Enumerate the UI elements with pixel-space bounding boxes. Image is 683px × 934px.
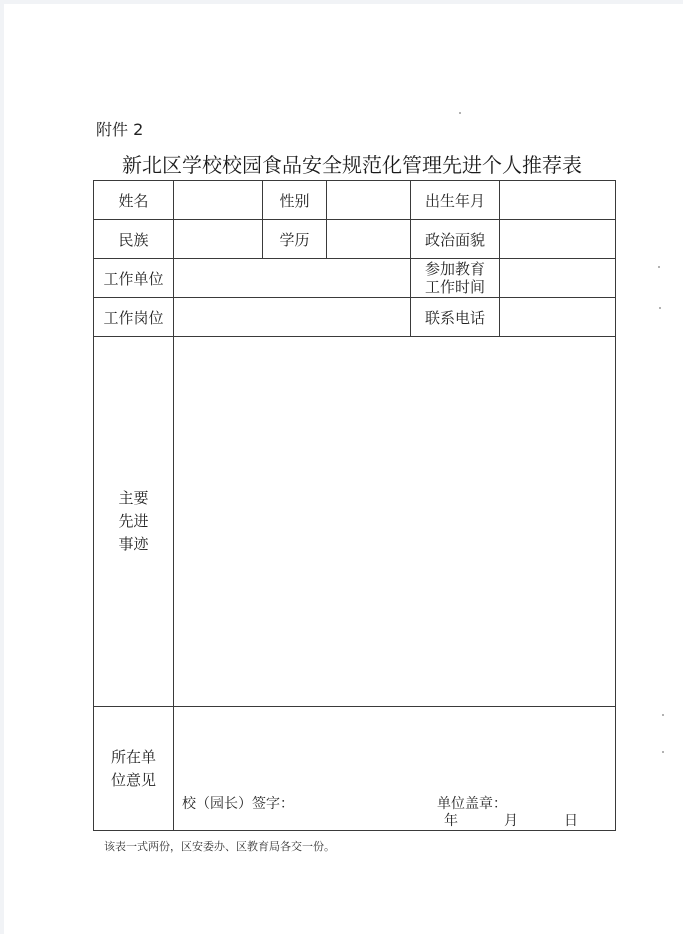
attachment-label: 附件 2 (96, 120, 144, 139)
recommendation-form-table (93, 180, 616, 831)
deeds-field[interactable] (174, 337, 616, 707)
date-line (444, 810, 578, 830)
deeds-line-3: 事迹 (118, 535, 149, 553)
month-label: 月 (504, 813, 518, 829)
work-unit-field[interactable] (174, 259, 411, 298)
unit-seal-label: 单位盖章： (437, 796, 507, 812)
scan-speck (459, 112, 461, 114)
deeds-line-2: 先进 (118, 512, 149, 530)
edu-work-time-field[interactable] (500, 259, 616, 298)
birth-label: 出生年月 (411, 181, 500, 220)
ethnicity-label: 民族 (94, 220, 174, 259)
ethnicity-field[interactable] (174, 220, 263, 259)
form-title: 新北区学校校园食品安全规范化管理先进个人推荐表 (122, 153, 582, 177)
table-row (94, 181, 616, 220)
position-label: 工作岗位 (94, 298, 174, 337)
principal-sign-label: 校（园长）签字： (182, 796, 294, 812)
table-row (94, 707, 616, 831)
scan-speck (662, 751, 664, 753)
edu-work-time-line-2: 工作时间 (424, 278, 485, 296)
table-row (94, 259, 616, 298)
footnote: 该表一式两份，区安委办、区教育局各交一份。 (104, 840, 335, 853)
opinion-line-1: 所在单 (110, 747, 156, 766)
gender-label: 性别 (263, 181, 327, 220)
phone-field[interactable] (500, 298, 616, 337)
scan-speck (662, 714, 664, 716)
table-row (94, 337, 616, 707)
scan-speck (658, 266, 660, 268)
work-unit-label: 工作单位 (94, 259, 174, 298)
phone-label: 联系电话 (411, 298, 500, 337)
political-label: 政治面貌 (411, 220, 500, 259)
education-label: 学历 (263, 220, 327, 259)
edu-work-time-line-1: 参加教育 (424, 260, 485, 278)
education-field[interactable] (327, 220, 411, 259)
table-row (94, 220, 616, 259)
deeds-line-1: 主要 (118, 489, 149, 507)
opinion-line-2: 位意见 (110, 770, 156, 789)
political-field[interactable] (500, 220, 616, 259)
table-row (94, 298, 616, 337)
name-label: 姓名 (94, 181, 174, 220)
birth-field[interactable] (500, 181, 616, 220)
opinion-label (94, 707, 174, 831)
year-label: 年 (444, 813, 458, 829)
scan-speck (659, 307, 661, 309)
deeds-label (94, 337, 174, 707)
document-page (4, 4, 683, 934)
edu-work-time-label (411, 259, 500, 298)
name-field[interactable] (174, 181, 263, 220)
day-label: 日 (564, 813, 578, 829)
position-field[interactable] (174, 298, 411, 337)
gender-field[interactable] (327, 181, 411, 220)
opinion-field[interactable] (174, 707, 616, 831)
